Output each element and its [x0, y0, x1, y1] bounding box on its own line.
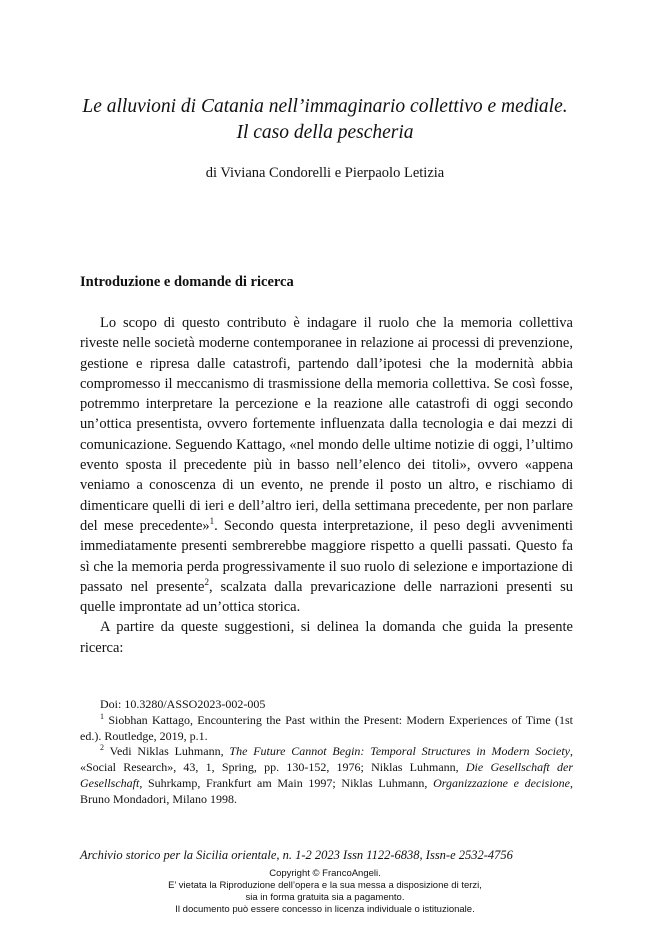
body-paragraph-1-part-b: . Secondo questa interpretazione, il peso degli avvenimenti immediatamente presenti sembrerebbe maggiore rispetto a quelli passati. Questo fa sì che la memoria perda progressivamente il suo ruolo di selezione e importazione di passato nel presente — [80, 517, 574, 595]
body-paragraph-2: A partire da queste suggestioni, si delinea la domanda che guida la presente ricerca: — [80, 619, 573, 656]
copyright-line-1: Copyright © FrancoAngeli. — [269, 868, 381, 879]
article-title-line-2: Il caso della pescheria — [236, 122, 414, 143]
body-paragraph-1 — [80, 313, 573, 617]
footnotes — [80, 697, 573, 808]
footnote-2-part-b: , «Social Research», 43, 1, Spring, pp. 130-152, 1976; Niklas Luhmann, — [80, 744, 573, 775]
footnote-2 — [80, 744, 573, 807]
footnote-ref-2: 2 — [204, 577, 209, 588]
article-title — [60, 94, 590, 146]
footnote-2-title-1: The Future Cannot Begin: Temporal Structures in Modern Society — [229, 744, 570, 759]
footnote-1-number: 1 — [100, 711, 104, 721]
footnote-1 — [80, 713, 573, 745]
copyright-line-2: E’ vietata la Riproduzione dell’opera e la sua messa a disposizione di terzi, — [168, 880, 482, 891]
body-text — [80, 313, 573, 658]
footnote-2-title-2: Die Gesellschaft der Gesellschaft — [80, 760, 573, 790]
footnote-ref-1: 1 — [209, 516, 215, 527]
section-heading: Introduzione e domande di ricerca — [80, 274, 294, 290]
footnote-1-text: Siobhan Kattago, Encountering the Past within the Present: Modern Experiences of Time (1st ed.). Routledge, 2019, p.1. — [80, 712, 573, 743]
article-authors: di Viviana Condorelli e Pierpaolo Letizia — [205, 165, 445, 181]
footnote-2-number: 2 — [100, 743, 104, 753]
copyright-notice — [100, 868, 550, 916]
body-paragraph-1-part-c: , scalzata dalla prevaricazione delle narrazioni presenti su quelle improntate ad un’ottica storica. — [80, 578, 573, 616]
footnote-2-part-a: Vedi Niklas Luhmann, — [109, 744, 230, 759]
body-paragraph-1-part-a: Lo scopo di questo contributo è indagare il ruolo che la memoria collettiva riveste nelle società moderne contemporanee in relazione ai processi di prevenzione, gestione e ripresa dalle catastrofi, partendo dall’ipotesi che la modernità abbia compromesso il meccanismo di trasmissione della memoria collettiva. Se così fosse, potremmo interpretare la percezione e la reazione alle catastrofi di oggi secondo un’ottica presentista, ovvero fortemente influenzata dalla tecnologia e dai mezzi di comunicazione. Seguendo Kattago, «nel mondo delle ultime notizie di oggi, l’ultimo evento sposta il precedente più in basso nell’elenco dei titoli», ovvero «appena veniamo a conoscenza di un evento, ne prende il posto un altro, e rischiamo di dimenticare quelli di ieri e dell’altro ieri, della settimana precedente, per non parlare del mese precedente» — [80, 315, 573, 534]
doi-line: Doi: 10.3280/ASSO2023-002-005 — [100, 697, 266, 711]
footnote-2-part-c: , Suhrkamp, Frankfurt am Main 1997; Niklas Luhmann, — [139, 775, 434, 790]
footnote-2-part-d: , Bruno Mondadori, Milano 1998. — [80, 775, 573, 806]
journal-citation: Archivio storico per la Sicilia orientale, n. 1-2 2023 Issn 1122-6838, Issn-e 2532-4756 — [80, 848, 513, 862]
copyright-line-3: sia in forma gratuita sia a pagamento. — [245, 892, 405, 903]
article-title-line-1: Le alluvioni di Catania nell’immaginario collettivo e mediale. — [82, 96, 568, 117]
copyright-line-4: Il documento può essere concesso in licenza individuale o istituzionale. — [175, 904, 475, 915]
footnote-2-title-3: Organizzazione e decisione — [433, 775, 570, 790]
